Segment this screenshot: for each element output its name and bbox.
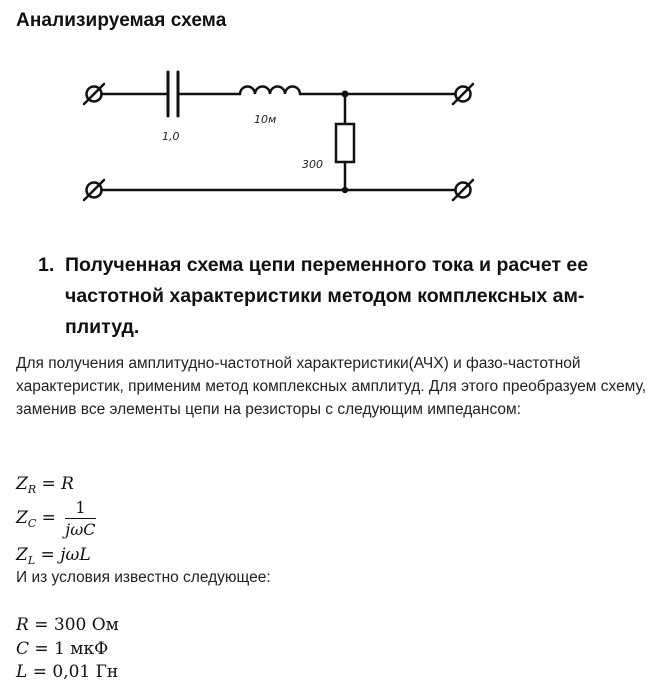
given-c: C = 1 мкФ <box>16 639 109 659</box>
formula-zr: $Z_R = R$ <box>16 474 74 496</box>
given-r-symbol: R <box>16 615 29 635</box>
given-l: L = 0,01 Гн <box>16 662 119 682</box>
resistor <box>336 124 354 162</box>
section-heading <box>38 250 650 343</box>
given-c-value: 1 мкФ <box>54 639 109 659</box>
zc-sub: C <box>27 517 37 530</box>
zc-numerator: 1 <box>65 498 95 519</box>
zc-fraction <box>65 498 95 539</box>
capacitor <box>168 72 178 116</box>
terminal-bottom-right <box>453 180 473 200</box>
inductor <box>240 87 300 95</box>
resistor-label: 300 <box>302 158 323 171</box>
given-l-value: 0,01 Гн <box>52 662 119 682</box>
zr-rhs: R <box>61 474 74 494</box>
circuit-diagram <box>0 0 666 240</box>
zc-lhs: Z <box>16 508 28 528</box>
given-r: R = 300 Ом <box>16 615 119 635</box>
zr-lhs: Z <box>16 474 28 494</box>
formula-zc: $Z_C$ = $\frac{1}{\text{jωC}}$ <box>16 498 96 539</box>
capacitor-label: 1,0 <box>162 130 180 143</box>
given-r-value: 300 Ом <box>53 615 119 635</box>
conditions-intro: И из условия известно следующее: <box>16 569 271 586</box>
given-c-symbol: C <box>16 639 30 659</box>
zl-lhs: Z <box>16 545 28 565</box>
section-heading-text: Полученная схема цепи переменного тока и расчет ее частотной характеристики методом комплексных ам-плитуд. <box>65 254 589 338</box>
inductor-label: 10м <box>254 113 277 126</box>
given-l-symbol: L <box>16 662 28 682</box>
zc-denominator: jωC <box>65 520 96 539</box>
zl-rhs: jωL <box>60 545 91 565</box>
zr-sub: R <box>27 483 37 496</box>
zl-sub: L <box>27 554 36 567</box>
page-title: Анализируемая схема <box>16 10 227 31</box>
intro-paragraph: Для получения амплитудно-частотной характеристики(АЧХ) и фазо-частотной характеристик, применим метод комплексных амплитуд. Для этого преобразуем схему, заменив все элементы цепи на резисторы с следующим импедансом: <box>16 355 647 418</box>
terminal-top-right <box>453 84 473 104</box>
formula-zl: $Z_L = j\omega L$ <box>16 545 91 567</box>
section-number: 1. <box>38 254 55 276</box>
